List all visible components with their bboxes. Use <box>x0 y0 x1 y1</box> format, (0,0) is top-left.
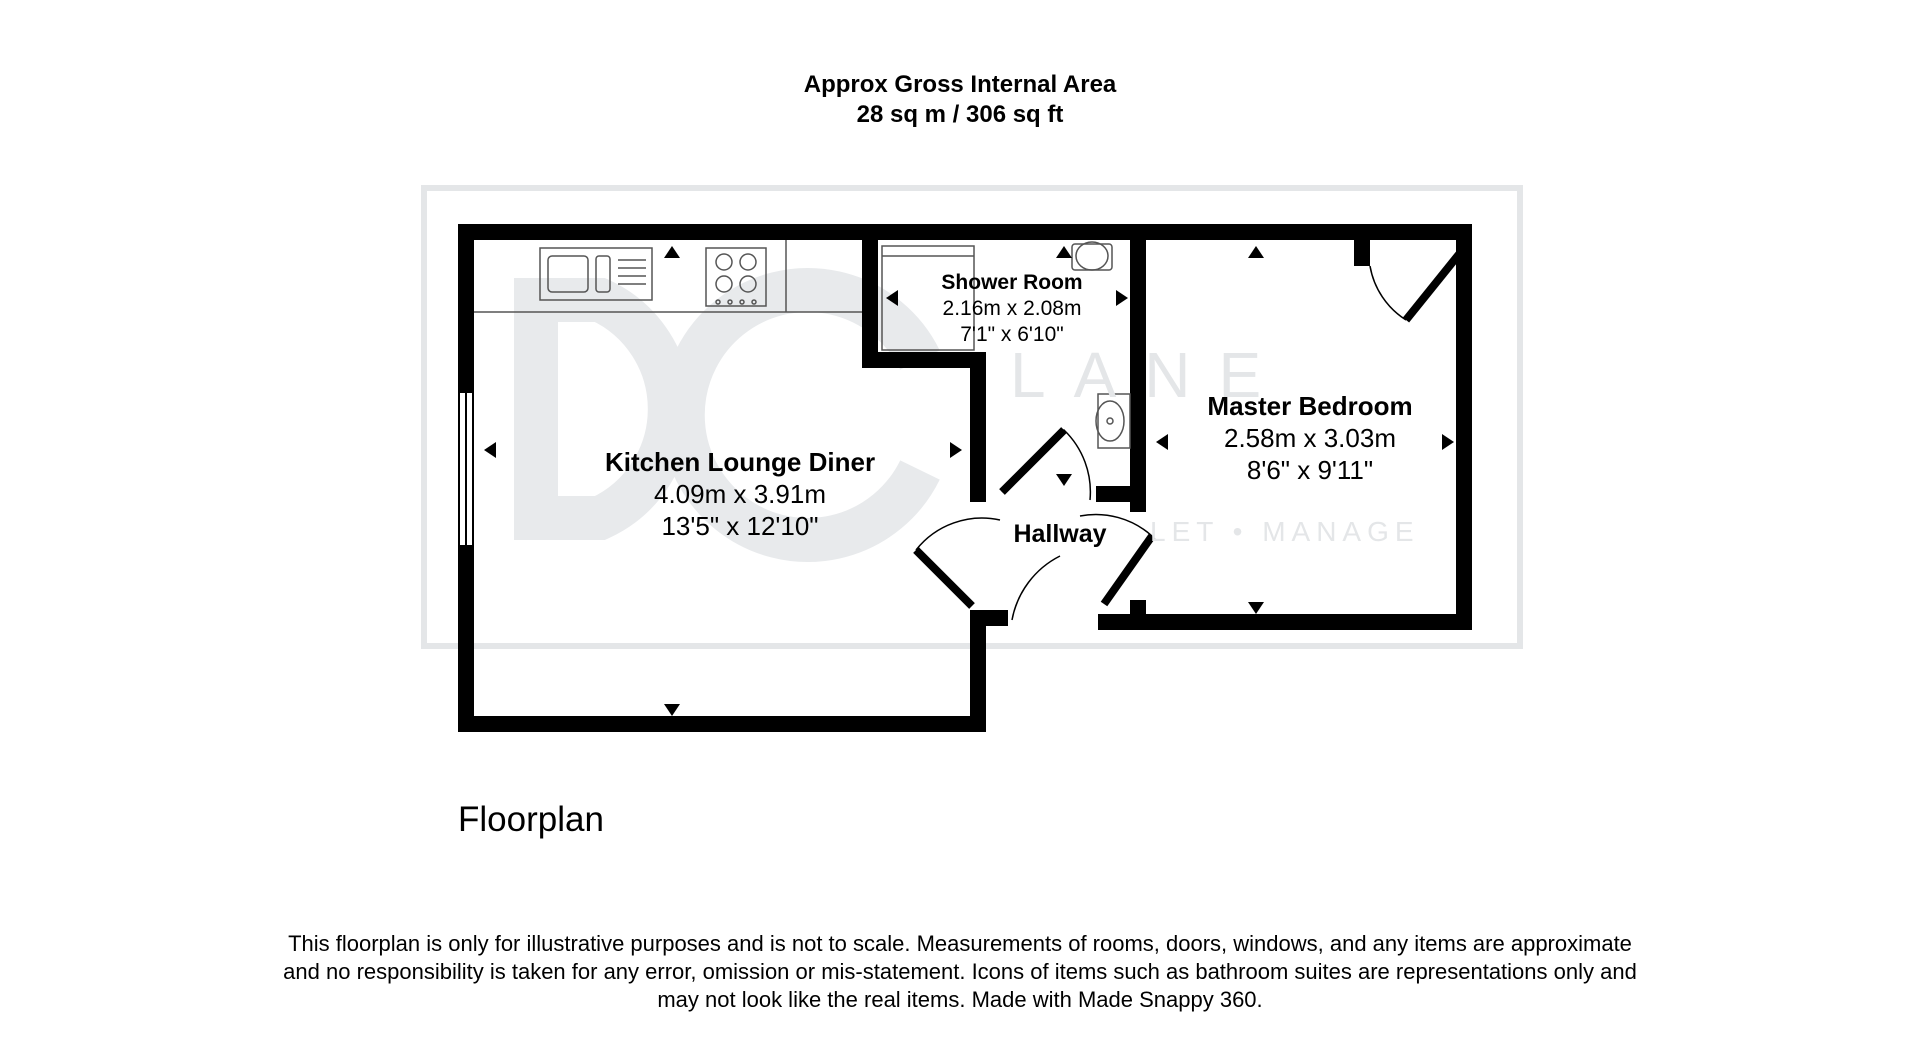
room-bedroom <box>1170 390 1450 486</box>
room-kitchen-metric: 4.09m x 3.91m <box>654 479 826 509</box>
room-bedroom-imperial: 8'6" x 9'11" <box>1246 455 1374 485</box>
kitchen-window <box>459 392 473 546</box>
room-bedroom-metric: 2.58m x 3.03m <box>1224 423 1396 453</box>
room-shower-imperial: 7'1" x 6'10" <box>960 323 1064 346</box>
disclaimer-line-3: may not look like the real items. Made with Made Snappy 360. <box>657 987 1263 1012</box>
room-shower-metric: 2.16m x 2.08m <box>942 297 1082 320</box>
floor-label: Floorplan <box>458 800 604 839</box>
area-title: Approx Gross Internal Area <box>803 71 1117 98</box>
room-shower-name: Shower Room <box>941 271 1083 294</box>
watermark-word: LANE <box>1010 339 1290 411</box>
room-shower <box>912 270 1112 348</box>
disclaimer <box>200 930 1720 1014</box>
room-bedroom-name: Master Bedroom <box>1207 391 1413 421</box>
watermark-tagline: LET • MANAGE <box>1150 516 1420 547</box>
room-hallway-name: Hallway <box>1013 520 1107 548</box>
disclaimer-line-1: This floorplan is only for illustrative purposes and is not to scale. Measurements of rooms, doors, windows, and any items are approximate <box>288 931 1632 956</box>
room-kitchen-name: Kitchen Lounge Diner <box>604 447 876 477</box>
room-kitchen-imperial: 13'5" x 12'10" <box>661 511 819 541</box>
disclaimer-line-2: and no responsibility is taken for any error, omission or mis-statement. Icons of items such as bathroom suites are representations only and <box>283 959 1637 984</box>
room-hallway <box>990 520 1130 549</box>
room-kitchen <box>570 446 910 542</box>
area-value: 28 sq m / 306 sq ft <box>856 101 1064 128</box>
